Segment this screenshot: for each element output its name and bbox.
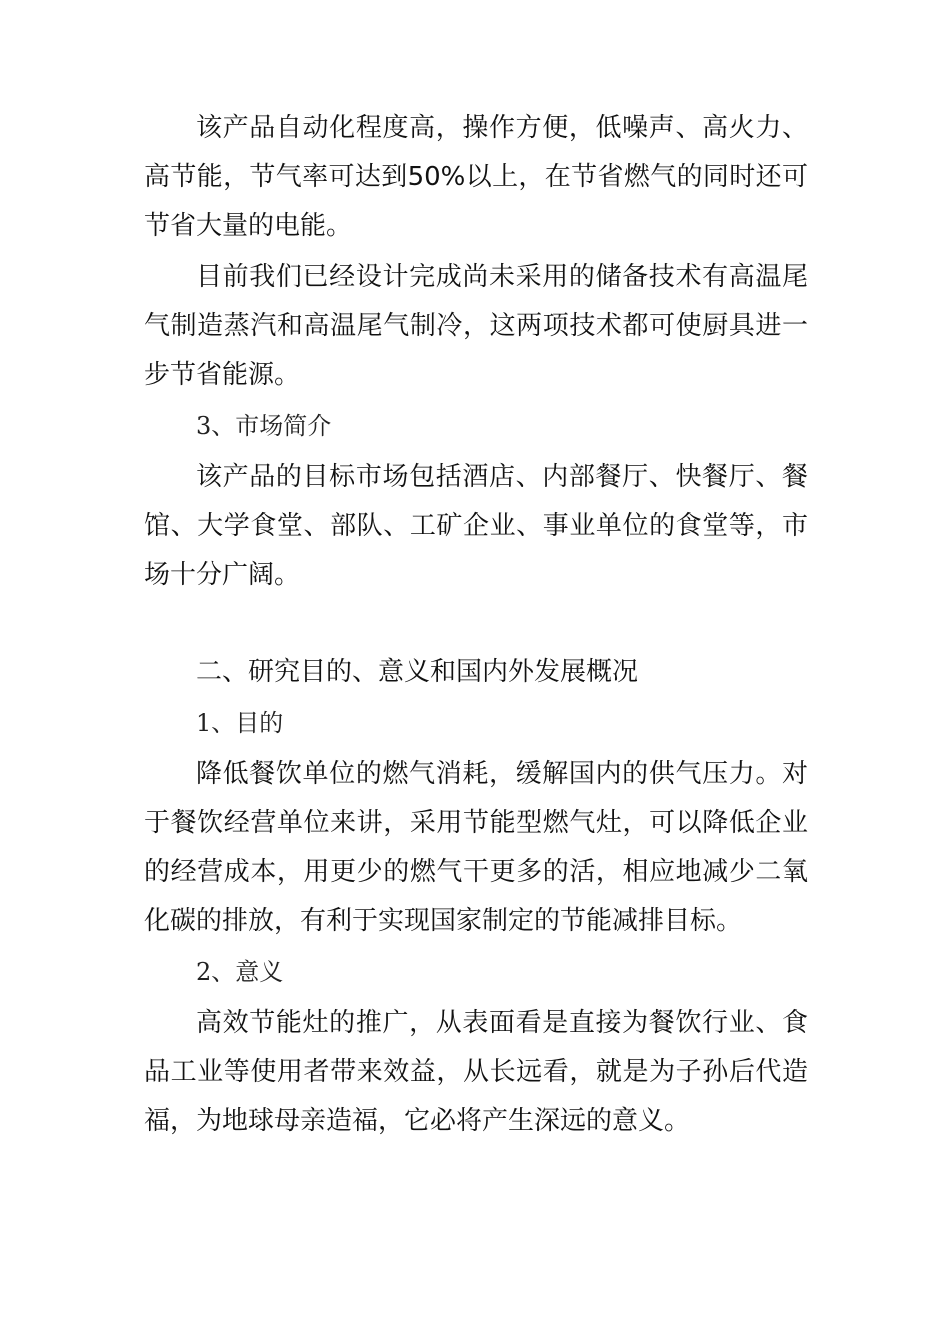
paragraph-product-automation: 该产品自动化程度高，操作方便，低噪声、高火力、高节能，节气率可达到50%以上，在节省燃气的同时还可节省大量的电能。 <box>144 113 808 241</box>
paragraph-purpose: 降低餐饮单位的燃气消耗，缓解国内的供气压力。对于餐饮经营单位来讲，采用节能型燃气灶，可以降低企业的经营成本，用更少的燃气干更多的活，相应地减少二氧化碳的排放，有利于实现国家制定的节能减排目标。 <box>144 759 808 936</box>
paragraph-target-market: 该产品的目标市场包括酒店、内部餐厅、快餐厅、餐馆、大学食堂、部队、工矿企业、事业单位的食堂等，市场十分广阔。 <box>144 462 808 590</box>
section-spacer <box>144 600 808 648</box>
subheading-significance: 2、意义 <box>196 958 284 986</box>
document-body <box>144 104 808 1146</box>
subheading-market-intro: 3、市场简介 <box>196 412 332 440</box>
section-heading-research: 二、研究目的、意义和国内外发展概况 <box>196 657 639 687</box>
paragraph-reserve-technology: 目前我们已经设计完成尚未采用的储备技术有高温尾气制造蒸汽和高温尾气制冷，这两项技术都可使厨具进一步节省能源。 <box>144 262 808 390</box>
subheading-purpose: 1、目的 <box>196 709 284 737</box>
paragraph-significance: 高效节能灶的推广，从表面看是直接为餐饮行业、食品工业等使用者带来效益，从长远看，就是为子孙后代造福，为地球母亲造福，它必将产生深远的意义。 <box>144 1008 808 1136</box>
